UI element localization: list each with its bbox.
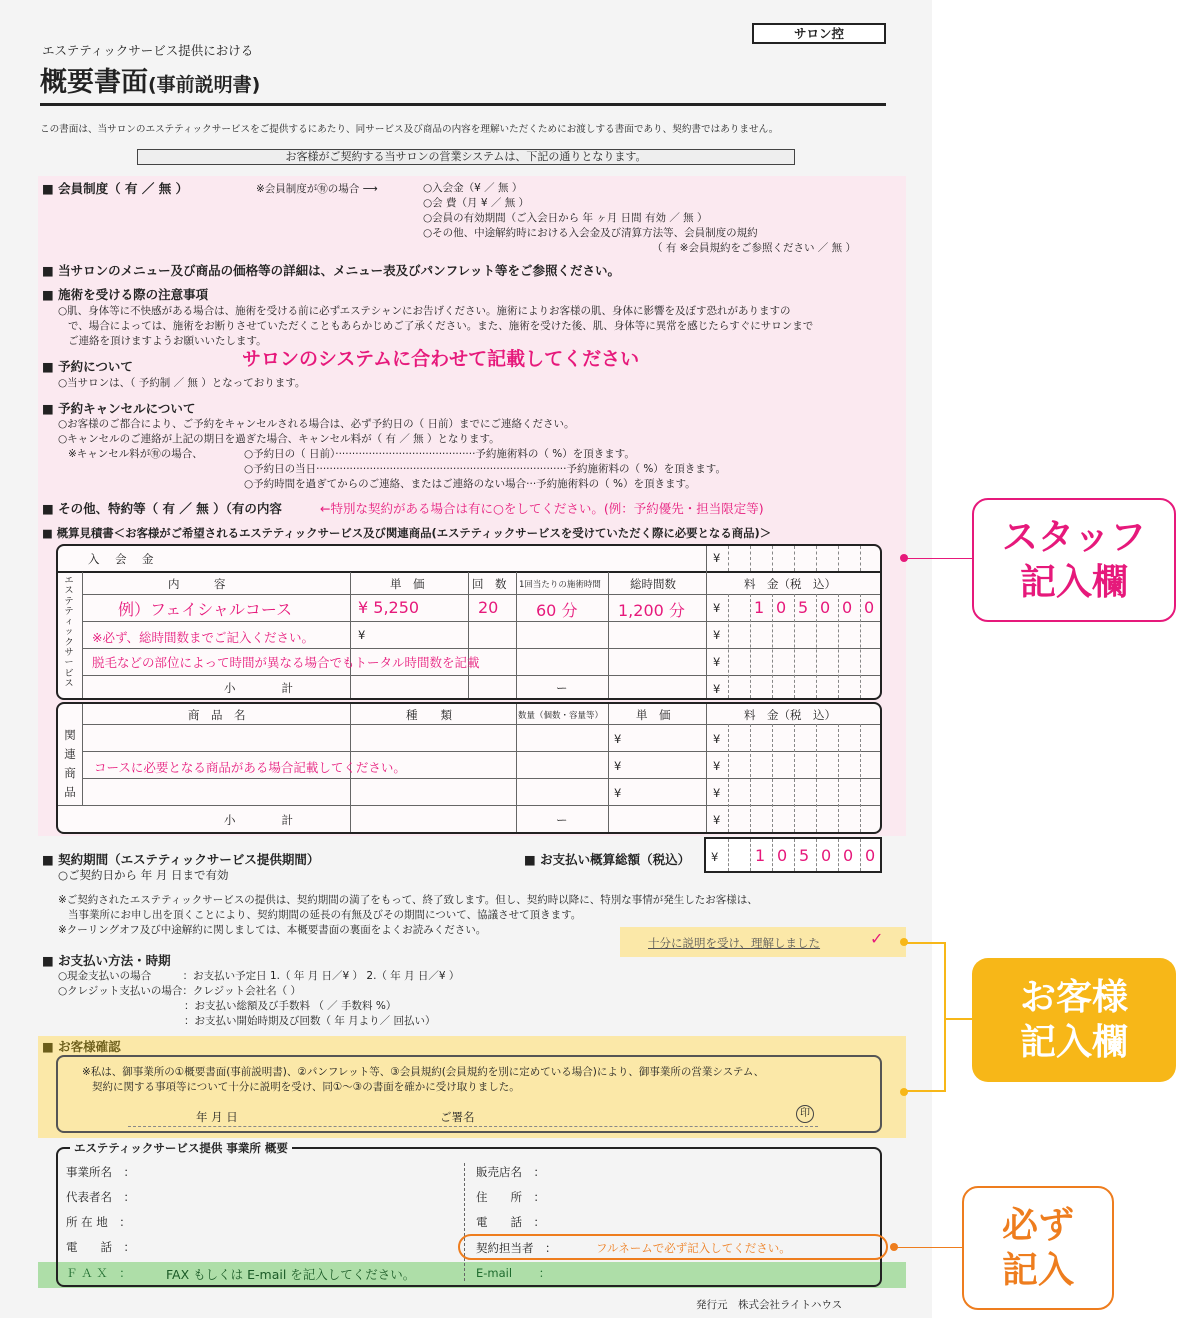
document-subtitle: エステティックサービス提供における: [42, 43, 254, 58]
yen-mark: ¥: [711, 850, 719, 864]
fee-digit: 5: [798, 598, 809, 617]
header-time-per-session: 1回当たりの施術時間: [519, 580, 601, 590]
cancel-line: ○お客様のご都合により、ご予約をキャンセルされる場合は、必ず予約日の（ 日前）までにご連絡ください。: [58, 418, 575, 430]
cancel-fee-line: ○予約日の（ 日前）··········································予約施術料の（ %）を頂きます。: [244, 448, 635, 460]
confirm-line: 契約に関する事項等について十分に説明を受け、同①〜③の書面を確かに受け取りました。: [92, 1081, 520, 1093]
menu-heading: ■ 当サロンのメニュー及び商品の価格等の詳細は、メニュー表及びパンフレット等をご参照ください。: [42, 263, 621, 278]
office-left-item: 電 話 ：: [66, 1240, 135, 1254]
cancel-fee-line: ○予約日の当日···········································································予約施術料の（ %）を頂きます。: [244, 463, 726, 475]
goods-estimate-table: [56, 702, 882, 834]
total-digit: 5: [799, 846, 810, 865]
yen-mark: ¥: [713, 682, 721, 696]
subtotal-dash: ー: [556, 813, 568, 827]
header-content: 内 容: [168, 577, 226, 591]
total-label: ■ お支払い概算総額（税込）: [524, 852, 691, 867]
yen-mark: ¥: [713, 732, 721, 746]
seal-mark: 印: [796, 1105, 814, 1123]
yen-mark: ¥: [713, 628, 721, 642]
customer-callout: お客様 記入欄: [972, 958, 1176, 1082]
total-digit: 0: [777, 846, 788, 865]
treatment-line: ○肌、身体等に不快感がある場合は、施術を受ける前に必ずエステシャンにお告げください。施術によりお客様の肌、身体に影響を及ぼす恐れがありますの: [58, 305, 791, 317]
yen-mark: ¥: [614, 732, 622, 746]
contract-note: ※ご契約されたエステティックサービスの提供は、契約期間の満了をもって、終了致します。但し、契約時以降に、特別な事情が発生したお客様は、: [58, 894, 758, 906]
understood-text: 十分に説明を受け、理解しました: [648, 936, 821, 950]
membership-line: （ 有 ※会員規約をご参照ください ／ 無 ）: [652, 242, 856, 254]
office-right-item: 電 話 ：: [476, 1215, 545, 1229]
payment-heading: ■ お支払い方法・時期: [42, 953, 171, 968]
staff-label: 契約担当者 ：: [476, 1241, 557, 1255]
confirm-line: ※私は、御事業所の①概要書面(事前説明書)、②パンフレット等、③会員規約(会員規約を別に定めている場合)により、御事業所の営業システム、: [82, 1066, 765, 1078]
membership-note: ※会員制度が㊒の場合 ⟶: [256, 183, 378, 195]
fee-digit: 1: [754, 598, 765, 617]
office-heading: エステティックサービス提供 事業所 概要: [70, 1140, 292, 1156]
staff-guide: フルネームで必ず記入してください。: [596, 1241, 791, 1255]
office-left-item: 事業所名 ：: [66, 1165, 135, 1179]
goods-side-label: 関連商品: [64, 728, 76, 799]
office-left-item: 代表者名 ：: [66, 1190, 135, 1204]
payment-line: ○現金支払いの場合 ：お支払い予定日 1.（ 年 月 日／¥ ） 2.（ 年 月 日／¥ ）: [58, 970, 460, 982]
payment-line: ：お支払い開始時期及び回数（ 年 月より／ 回払い）: [58, 1015, 436, 1027]
goods-header-fee: 料 金（税 込）: [744, 708, 836, 722]
header-fee: 料 金（税 込）: [744, 577, 836, 591]
document-title: 概要書面(事前説明書): [40, 67, 261, 98]
contract-note: ※クーリングオフ及び中途解約に関しましては、本概要書面の裏面をよくお読みください。: [58, 924, 487, 936]
staff-callout: スタッフ 記入欄: [972, 498, 1176, 622]
membership-line: ○入会金（¥ ／ 無 ）: [423, 182, 523, 194]
office-left-item: 所 在 地 ：: [66, 1215, 131, 1229]
confirm-date-line: 年 月 日: [196, 1110, 238, 1124]
office-right-item: 販売店名 ：: [476, 1165, 545, 1179]
goods-header-name: 商 品 名: [188, 708, 246, 722]
title-rule: [40, 103, 886, 106]
reservation-line: ○当サロンは、（ 予約制 ／ 無 ）となっております。: [58, 377, 306, 389]
reservation-heading: ■ 予約について: [42, 359, 133, 374]
treatment-heading: ■ 施術を受ける際の注意事項: [42, 287, 209, 302]
cancel-line: ○キャンセルのご連絡が上記の期日を過ぎた場合、キャンセル料が（ 有 ／ 無 ）となります。: [58, 433, 500, 445]
service-note-1: ※必ず、総時間数までご記入ください。: [92, 630, 314, 645]
header-unit-price: 単 価: [390, 577, 425, 591]
subtotal-label: 小 計: [224, 813, 293, 827]
treatment-line: で、場合によっては、施術をお断りさせていただくこともあらかじめご了承ください。また、施術を受けた後、肌、身体等に異常を感じたらすぐにサロンまで: [68, 320, 814, 332]
email-label: E-mail ：: [476, 1266, 551, 1280]
goods-header-unit-price: 単 価: [636, 708, 671, 722]
intro-text: この書面は、当サロンのエステティックサービスをご提供するにあたり、同サービス及び商品の内容を理解いただくためにお渡しする書面であり、契約書ではありません。: [40, 124, 779, 135]
contract-heading: ■ 契約期間（エステティックサービス提供期間）: [42, 852, 320, 867]
special-guide: ←特別な契約がある場合は有に○をしてください。(例：予約優先・担当限定等): [320, 501, 764, 516]
goods-header-type: 種 類: [406, 708, 452, 722]
salon-copy-label: サロン控: [752, 23, 886, 44]
example-course: 例）フェイシャルコース: [118, 600, 293, 619]
example-count: 20: [478, 598, 499, 617]
example-price: ¥ 5,250: [358, 598, 420, 617]
entry-fee-label: 入 会 金: [88, 552, 156, 566]
yen-mark: ¥: [614, 786, 622, 800]
service-side-label: エステティックサービス: [64, 576, 74, 689]
yen-mark: ¥: [713, 786, 721, 800]
fee-digit: 0: [776, 598, 787, 617]
service-estimate-table: [56, 544, 882, 700]
subtotal-label: 小 計: [224, 681, 293, 695]
total-amount-box: [704, 837, 882, 873]
service-note-2: 脱毛などの部位によって時間が異なる場合でもトータル時間数を記載: [92, 655, 480, 670]
sign-label: ご署名: [440, 1110, 475, 1124]
yen-mark: ¥: [713, 601, 721, 615]
header-count: 回 数: [472, 577, 507, 591]
special-heading: ■ その他、特約等（ 有 ／ 無 ）（有の内容: [42, 501, 282, 516]
membership-line: ○その他、中途解約時における入会金及び清算方法等、会員制度の規約: [423, 227, 758, 239]
confirm-heading: ■ お客様確認: [42, 1039, 121, 1054]
treatment-line: ご連絡を頂けますようお願いいたします。: [68, 335, 267, 347]
contract-note: 当事業所にお申し出を頂くことにより、契約期間の延長の有無及びその期間について、協議させて頂きます。: [68, 909, 582, 921]
header-total-time: 総時間数: [630, 577, 676, 591]
fee-digit: 0: [820, 598, 831, 617]
required-callout: 必ず 記入: [962, 1186, 1114, 1310]
yen-mark: ¥: [614, 759, 622, 773]
yen-mark: ¥: [713, 655, 721, 669]
check-icon: ✓: [870, 929, 884, 948]
subtotal-dash: ー: [556, 681, 568, 695]
yen-mark: ¥: [358, 628, 366, 642]
membership-heading: ■ 会員制度（ 有 ／ 無 ）: [42, 181, 189, 196]
yen-mark: ¥: [713, 759, 721, 773]
fee-digit: 0: [864, 598, 875, 617]
cancel-heading: ■ 予約キャンセルについて: [42, 401, 196, 416]
yen-mark: ¥: [713, 551, 721, 565]
contract-line: ○ご契約日から 年 月 日まで有効: [58, 868, 229, 882]
fax-label: Ｆ Ａ Ｘ ：: [66, 1266, 131, 1280]
fee-digit: 0: [842, 598, 853, 617]
membership-line: ○会 費（月 ¥ ／ 無 ）: [423, 197, 530, 209]
publisher: 発行元 株式会社ライトハウス: [696, 1299, 843, 1311]
goods-guide: コースに必要となる商品がある場合記載してください。: [94, 760, 406, 775]
fax-guide: FAX もしくは E-mail を記入してください。: [166, 1267, 416, 1282]
yen-mark: ¥: [713, 813, 721, 827]
total-digit: 0: [865, 846, 876, 865]
office-right-item: 住 所 ：: [476, 1190, 545, 1204]
example-time: 60 分: [536, 601, 578, 620]
goods-header-quantity: 数量（個数・容量等）: [518, 711, 604, 721]
cancel-fee-note: ※キャンセル料が㊒の場合、: [68, 448, 203, 460]
estimate-heading: ■ 概算見積書＜お客様がご希望されるエステティックサービス及び関連商品(エステティックサービスを受けていただく際に必要となる商品)＞: [42, 526, 772, 540]
payment-line: ○クレジット支払いの場合：クレジット会社名（ ）: [58, 985, 301, 997]
cancel-fee-line: ○予約時間を過ぎてからのご連絡、またはご連絡のない場合···予約施術料の（ %）を頂きます。: [244, 478, 696, 490]
confirm-box: [56, 1055, 882, 1133]
system-notice: お客様がご契約する当サロンの営業システムは、下記の通りとなります。: [137, 149, 795, 165]
total-digit: 0: [843, 846, 854, 865]
staff-guide-text: サロンのシステムに合わせて記載してください: [242, 348, 640, 370]
payment-line: ：お支払い総額及び手数料 （ ／ 手数料 %）: [58, 1000, 397, 1012]
total-digit: 1: [755, 846, 766, 865]
total-digit: 0: [821, 846, 832, 865]
membership-line: ○会員の有効期間（ご入会日から 年 ヶ月 日間 有効 ／ 無 ）: [423, 212, 708, 224]
example-total-time: 1,200 分: [618, 601, 685, 620]
